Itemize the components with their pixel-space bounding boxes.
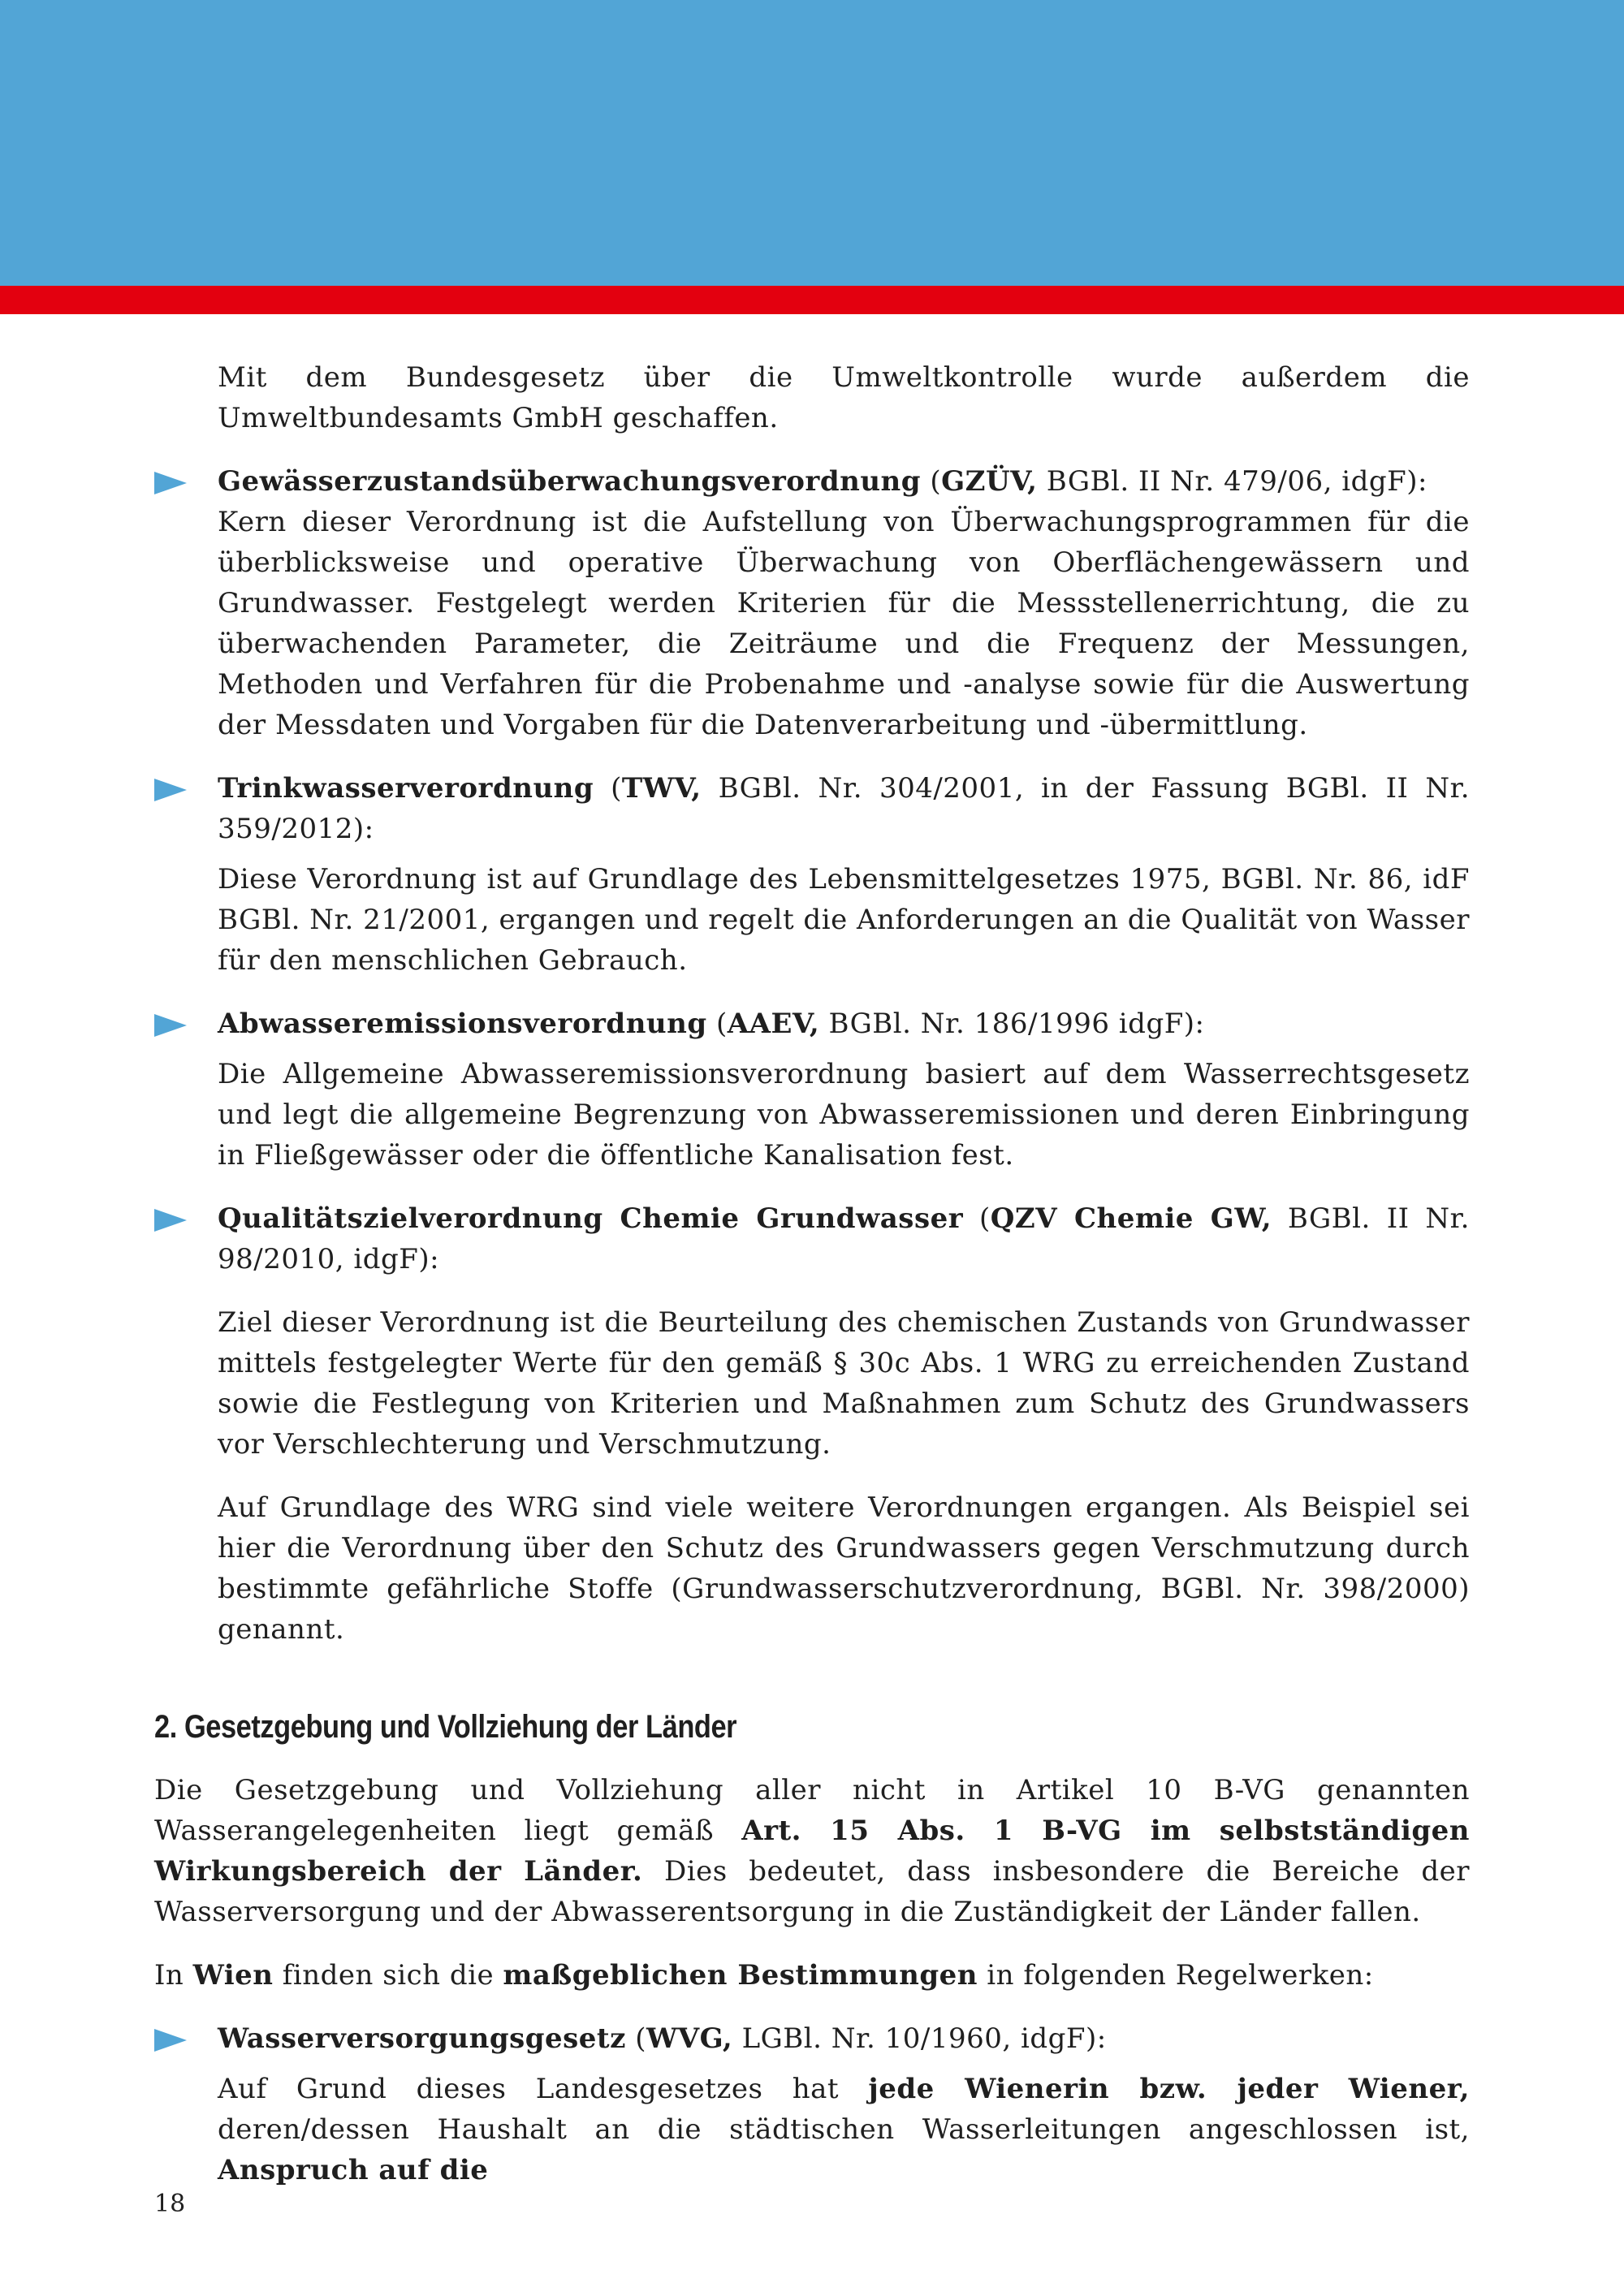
closing-paragraph: Auf Grundlage des WRG sind viele weitere Verordnungen ergangen. Als Beispiel sei hier die Verordnung über den Schutz des Grundwassers gegen Verschmutzung durch bestimmte gefährliche Stoffe (Grundwasserschutzverordnung, BGBl. Nr. 398/2000) genannt. [218,1491,1470,1646]
page-content [154,357,1470,2190]
list-item-aaev [218,1003,1470,1176]
section-heading: 2. Gesetzgebung und Vollziehung der Länder [154,1709,737,1745]
page-number: 18 [154,2190,186,2218]
item-body: Auf Grund dieses Landesgesetzes hat jede Wienerin bzw. jeder Wiener, deren/dessen Haushalt an die städtischen Wasserleitungen angeschlossen ist, Anspruch auf die [218,2073,1470,2186]
list-item-twv [218,768,1470,981]
item-body: Ziel dieser Verordnung ist die Beurteilung des chemischen Zustands von Grundwasser mittels festgelegter Werte für den gemäß § 30c Abs. 1 WRG zu erreichenden Zustand sowie die Festlegung von Kriterien und Maßnahmen zum Schutz des Grundwassers vor Verschlechterung und Verschmutzung. [218,1306,1470,1461]
header-band [0,0,1624,286]
triangle-right-icon [154,1014,187,1037]
item-body: Kern dieser Verordnung ist die Aufstellung von Überwachungsprogrammen für die überblicksweise und operative Überwachung von Oberflächengewässern und Grundwasser. Festgelegt werden Kriterien für die Messstellenerrichtung, die zu überwachenden Parameter, die Zeiträume und die Frequenz der Messungen, Methoden und Verfahren für die Probenahme und -analyse sowie für die Auswertung der Messdaten und Vorgaben für die Datenverarbeitung und -übermittlung. [218,506,1470,741]
header-stripe [0,286,1624,314]
item-body: Diese Verordnung ist auf Grundlage des Lebensmittelgesetzes 1975, BGBl. Nr. 86, idF BGBl. Nr. 21/2001, ergangen und regelt die Anforderungen an die Qualität von Wasser für den menschlichen Gebrauch. [218,863,1470,977]
list-item-gzuev [218,461,1470,745]
item-title: Gewässerzustandsüberwachungsverordnung (GZÜV, BGBl. II Nr. 479/06, idgF): [218,465,1427,498]
item-title: Wasserversorgungsgesetz (WVG, LGBl. Nr. 10/1960, idgF): [218,2022,1107,2055]
triangle-right-icon [154,779,187,801]
item-body: Die Allgemeine Abwasseremissionsverordnung basiert auf dem Wasserrechtsgesetz und legt die allgemeine Begrenzung von Abwasseremissionen und deren Einbringung in Fließgewässer oder die öffentliche Kanalisation fest. [218,1058,1470,1172]
section-paragraph-1: Die Gesetzgebung und Vollziehung aller nicht in Artikel 10 B-VG genannten Wasserangelegenheiten liegt gemäß Art. 15 Abs. 1 B-VG im selbstständigen Wirkungsbereich der Länder. Dies bedeutet, dass insbesondere die Bereiche der Wasserversorgung und der Abwasserentsorgung in die Zuständigkeit der Länder fallen. [154,1774,1471,1928]
triangle-right-icon [154,472,187,494]
triangle-right-icon [154,2029,187,2052]
triangle-right-icon [154,1209,187,1232]
list-item-qzv [218,1198,1470,1465]
item-title: Qualitätszielverordnung Chemie Grundwasser (QZV Chemie GW, BGBl. II Nr. 98/2010, idgF): [218,1202,1470,1275]
intro-paragraph: Mit dem Bundesgesetz über die Umweltkontrolle wurde außerdem die Umweltbundesamts GmbH geschaffen. [218,361,1470,434]
item-title: Abwasseremissionsverordnung (AAEV, BGBl. Nr. 186/1996 idgF): [218,1008,1205,1040]
list-item-wvg [218,2018,1470,2190]
section-paragraph-2: In Wien finden sich die maßgeblichen Bestimmungen in folgenden Regelwerken: [154,1959,1374,1992]
item-title: Trinkwasserverordnung (TWV, BGBl. Nr. 304/2001, in der Fassung BGBl. II Nr. 359/2012): [218,772,1470,845]
